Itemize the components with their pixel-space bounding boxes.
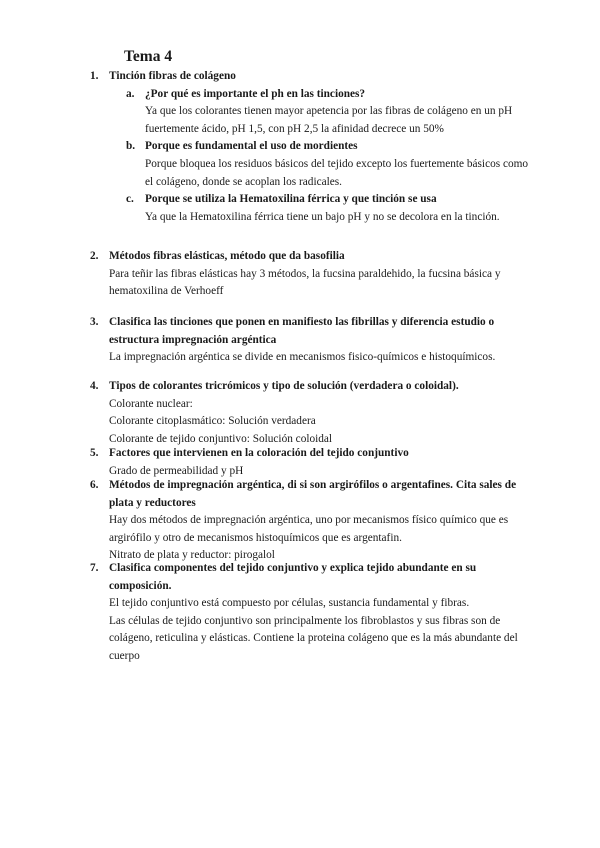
item-question: Clasifica las tinciones que ponen en manifiesto las fibrillas y diferencia estudio o estructura impregnación argéntica: [109, 316, 495, 346]
item-number: 5.: [90, 447, 99, 459]
question-item-6: [90, 477, 530, 565]
item-question: Métodos de impregnación argéntica, di si son argirófilos o argentafines. Cita sales de plata y reductores: [109, 479, 517, 509]
item-question: Clasifica componentes del tejido conjuntivo y explica tejido abundante en su composición.: [109, 562, 477, 592]
subitem-question: ¿Por qué es importante el ph en las tinciones?: [145, 87, 366, 100]
item-answer-line: Colorante citoplasmático: Solución verdadera: [109, 415, 316, 428]
item-number: 1.: [90, 70, 99, 82]
subitem-answer: Ya que la Hematoxilina férrica tiene un bajo pH y no se decolora en la tinción.: [145, 210, 500, 223]
subitem-c: [126, 191, 530, 226]
item-number: 6.: [90, 479, 99, 491]
item-question: Tipos de colorantes tricrómicos y tipo de solución (verdadera o coloidal).: [109, 380, 459, 392]
subitem-question: Porque se utiliza la Hematoxilina férrica y que tinción se usa: [145, 193, 437, 206]
item-number: 2.: [90, 250, 99, 262]
item-answer-line: El tejido conjuntivo está compuesto por células, sustancia fundamental y fibras.: [109, 597, 470, 610]
item-answer: Grado de permeabilidad y pH: [109, 464, 244, 477]
question-item-4: [90, 378, 530, 448]
question-item-1: [90, 68, 530, 226]
question-item-2: [90, 248, 530, 301]
item-answer-line: Hay dos métodos de impregnación argéntica, uno por mecanismos físico químico que es argirófilo y otro de mecanismos histoquímicos que es argentafin.: [109, 514, 509, 544]
item-answer: La impregnación argéntica se divide en mecanismos fisico-químicos e histoquímicos.: [109, 351, 496, 364]
item-question: Tinción fibras de colágeno: [109, 70, 236, 82]
question-item-3: [90, 314, 530, 367]
page-title: Tema 4: [124, 48, 173, 65]
subitem-b: [126, 138, 530, 191]
subitem-letter: b.: [126, 140, 136, 153]
subitem-answer: Porque bloquea los residuos básicos del tejido excepto los fuertemente básicos como el colágeno, donde se acoplan los radicales.: [145, 157, 529, 188]
item-answer-line: Las células de tejido conjuntivo son principalmente los fibroblastos y sus fibras son de colágeno, reticulina y elásticas. Contiene la proteina colágeno que es la más abundante del cuerpo: [109, 614, 518, 662]
item-answer-line: Nitrato de plata y reductor: pirogalol: [109, 549, 275, 562]
item-answer: Para teñir las fibras elásticas hay 3 métodos, la fucsina paraldehido, la fucsina básica y hematoxilina de Verhoeff: [109, 267, 501, 298]
item-question: Factores que intervienen en la coloración del tejido conjuntivo: [109, 447, 409, 459]
subitem-a: [126, 86, 530, 139]
item-number: 3.: [90, 316, 99, 328]
item-answer-line: Colorante nuclear:: [109, 397, 193, 410]
question-item-5: [90, 445, 530, 480]
item-number: 4.: [90, 380, 99, 392]
subitem-letter: c.: [126, 193, 134, 206]
subitem-letter: a.: [126, 87, 135, 100]
question-item-7: [90, 560, 530, 666]
subitem-question: Porque es fundamental el uso de mordientes: [145, 140, 358, 153]
item-answer-line: Colorante de tejido conjuntivo: Solución coloidal: [109, 432, 333, 445]
subitem-answer: Ya que los colorantes tienen mayor apetencia por las fibras de colágeno en un pH fuertemente ácido, pH 1,5, con pH 2,5 la afinidad decrece un 50%: [145, 105, 513, 135]
item-question: Métodos fibras elásticas, método que da basofilia: [109, 250, 345, 262]
item-number: 7.: [90, 562, 99, 574]
